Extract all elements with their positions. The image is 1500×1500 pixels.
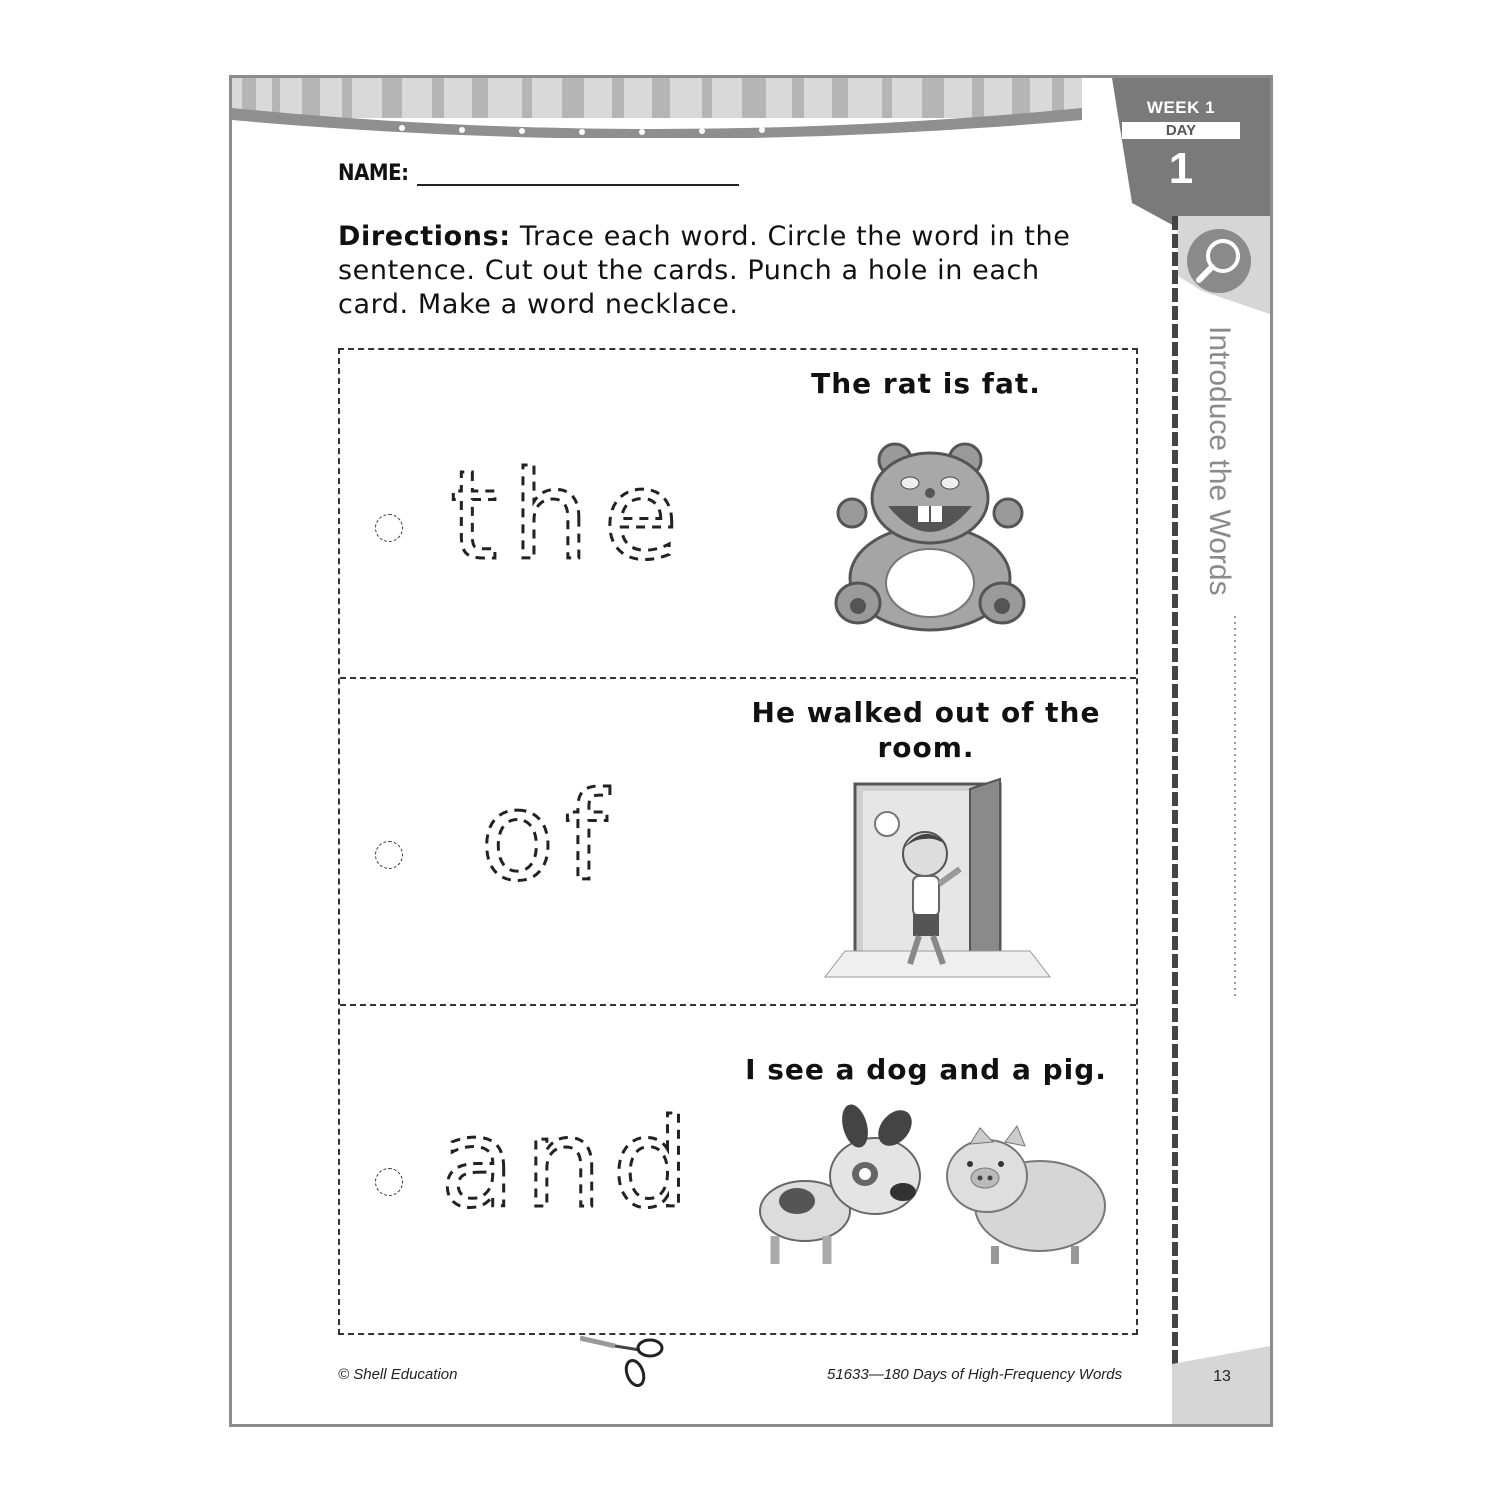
smiling-rat-illustration xyxy=(830,438,1040,628)
directions xyxy=(338,220,1118,322)
word-cards xyxy=(338,348,1138,1335)
name-row xyxy=(338,161,739,186)
name-label: NAME: xyxy=(338,161,409,186)
scissors-icon xyxy=(580,1328,670,1388)
sidebar-title xyxy=(1190,316,1250,1016)
footer-copyright: © Shell Education xyxy=(338,1366,458,1383)
punch-hole xyxy=(375,841,403,869)
page-number-tab xyxy=(1172,1346,1270,1424)
directions-label: Directions: xyxy=(338,221,511,252)
worksheet-page xyxy=(229,75,1273,1427)
sidebar-title-text: Introduce the Words xyxy=(1203,326,1236,596)
trace-word xyxy=(430,739,760,939)
name-field[interactable] xyxy=(417,166,739,186)
sidebar-strip xyxy=(1172,216,1178,1424)
word-card xyxy=(340,350,1136,677)
sidebar-icon-panel xyxy=(1172,216,1270,316)
page-number: 13 xyxy=(1213,1368,1231,1385)
pig-illustration xyxy=(947,1126,1105,1264)
punch-hole xyxy=(375,1168,403,1196)
magnifying-glass-icon xyxy=(1187,229,1251,293)
word-card xyxy=(340,677,1136,1006)
dog-illustration xyxy=(760,1102,920,1264)
svg-text:and: and xyxy=(440,1093,700,1235)
directions-text: Trace each word. Circle the word in the sentence. Cut out the cards. Punch a hole in each card. Make a word necklace. xyxy=(338,221,1071,320)
sentence: I see a dog and a pig. xyxy=(745,1053,1107,1086)
sentence: He walked out of the room. xyxy=(751,696,1101,764)
dog-and-pig-illustration xyxy=(755,1106,1115,1276)
punch-hole xyxy=(375,514,403,542)
svg-text:of: of xyxy=(480,766,618,908)
day-label: DAY xyxy=(1122,122,1240,139)
word-card xyxy=(340,1004,1136,1333)
sentence: The rat is fat. xyxy=(811,367,1041,400)
trace-word xyxy=(430,1066,760,1266)
trace-word xyxy=(430,420,760,620)
footer-book-title: 51633—180 Days of High-Frequency Words xyxy=(827,1366,1123,1383)
day-number: 1 xyxy=(1168,144,1194,193)
boy-leaving-room-illustration xyxy=(825,779,1050,989)
sidebar xyxy=(1172,216,1270,1424)
week-label: WEEK 1 xyxy=(1146,98,1216,117)
svg-text:the: the xyxy=(450,445,693,587)
decorative-banner xyxy=(232,78,1082,138)
